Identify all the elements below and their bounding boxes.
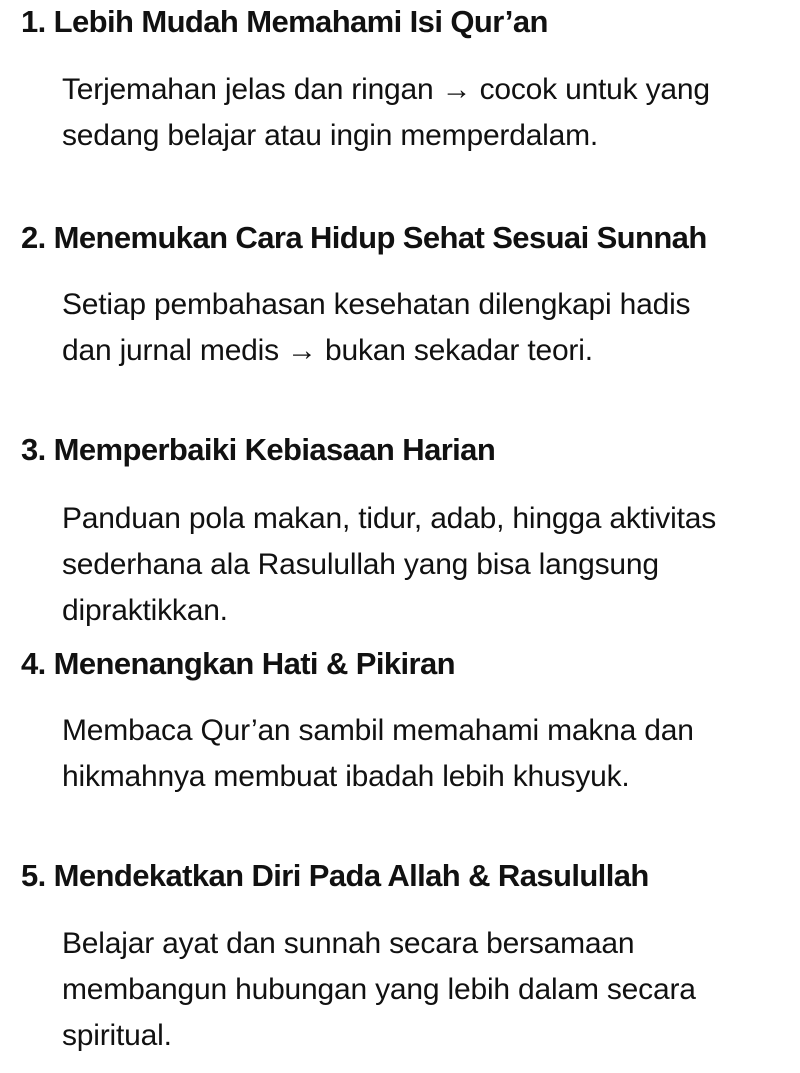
benefit-description: Panduan pola makan, tidur, adab, hingga aktivitas sederhana ala Rasulullah yang bisa langsung dipraktikkan.: [62, 502, 716, 627]
benefit-description: Setiap pembahasan kesehatan dilengkapi hadis dan jurnal medis → bukan sekadar teori.: [62, 288, 691, 367]
benefit-description: Belajar ayat dan sunnah secara bersamaan membangun hubungan yang lebih dalam secara spiritual.: [62, 927, 696, 1052]
benefit-heading: 2. Menemukan Cara Hidup Sehat Sesuai Sunnah: [21, 220, 707, 255]
benefit-description: Terjemahan jelas dan ringan → cocok untuk yang sedang belajar atau ingin memperdalam.: [62, 73, 710, 152]
benefit-heading: 4. Menenangkan Hati & Pikiran: [21, 646, 455, 681]
benefit-heading: 1. Lebih Mudah Memahami Isi Qur’an: [21, 4, 548, 39]
benefit-heading: 5. Mendekatkan Diri Pada Allah & Rasulullah: [21, 858, 649, 893]
benefit-heading: 3. Memperbaiki Kebiasaan Harian: [21, 432, 496, 467]
benefit-description: Membaca Qur’an sambil memahami makna dan hikmahnya membuat ibadah lebih khusyuk.: [62, 714, 694, 793]
